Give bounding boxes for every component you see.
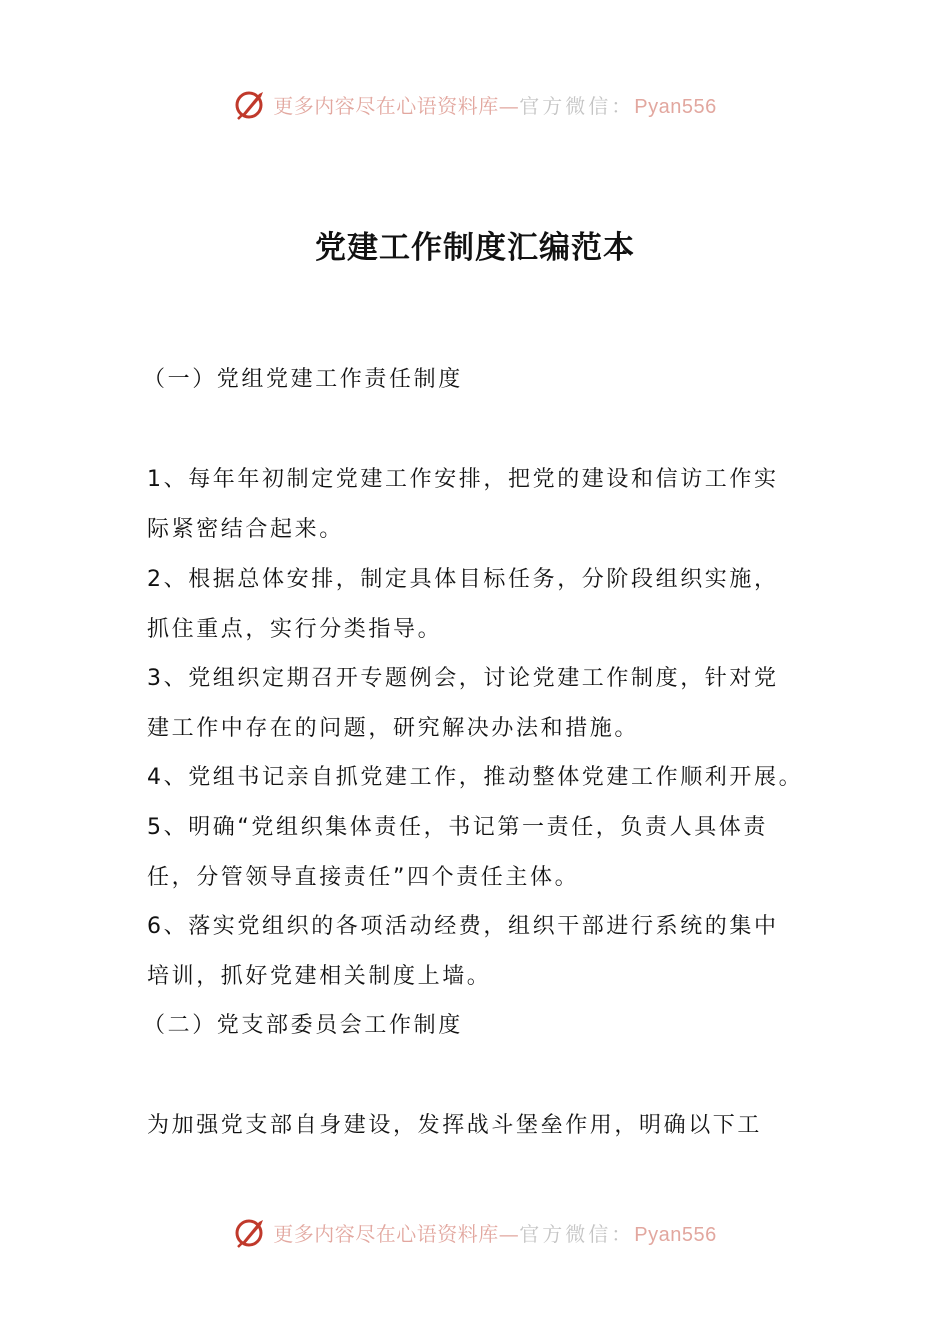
- watermark-site: 更多内容尽在心语资料库: [273, 1221, 499, 1246]
- header-watermark: [0, 84, 950, 124]
- paragraph-line: 任，分管领导直接责任”四个责任主体。: [147, 865, 580, 890]
- paragraph-line: 5、明确“党组织集体责任，书记第一责任，负责人具体责: [147, 815, 768, 840]
- paragraph-line: 建工作中存在的问题，研究解决办法和措施。: [147, 716, 640, 741]
- watermark-dash: —: [498, 1221, 520, 1246]
- paragraph-line: 际紧密结合起来。: [147, 517, 344, 542]
- section-heading-1: （一）党组党建工作责任制度: [143, 367, 463, 392]
- paragraph-line: 3、党组织定期召开专题例会，讨论党建工作制度，针对党: [147, 666, 779, 691]
- paragraph-line: 2、根据总体安排，制定具体目标任务，分阶段组织实施，: [147, 567, 779, 592]
- document-title: 党建工作制度汇编范本: [315, 230, 635, 266]
- paragraph-line: 4、党组书记亲自抓党建工作，推动整体党建工作顺利开展。: [147, 765, 804, 790]
- paragraph-line: 6、落实党组织的各项活动经费，组织干部进行系统的集中: [147, 914, 779, 939]
- paragraph-line: 培训，抓好党建相关制度上墙。: [147, 964, 492, 989]
- pen-circle-logo-icon: [233, 1214, 269, 1250]
- footer-watermark: [0, 1212, 950, 1252]
- watermark-wechat-label: 官方微信：: [519, 1221, 635, 1246]
- paragraph-line: 抓住重点，实行分类指导。: [147, 617, 443, 642]
- watermark-wechat-id: Pyan556: [634, 95, 717, 118]
- watermark-site: 更多内容尽在心语资料库: [273, 93, 499, 118]
- watermark-dash: —: [498, 93, 520, 118]
- paragraph-line: 为加强党支部自身建设，发挥战斗堡垒作用，明确以下工: [147, 1113, 763, 1138]
- section-heading-2: （二）党支部委员会工作制度: [143, 1013, 463, 1038]
- pen-circle-logo-icon: [233, 86, 269, 122]
- paragraph-line: 1、每年年初制定党建工作安排，把党的建设和信访工作实: [147, 467, 779, 492]
- watermark-wechat-label: 官方微信：: [519, 93, 635, 118]
- watermark-wechat-id: Pyan556: [634, 1223, 717, 1246]
